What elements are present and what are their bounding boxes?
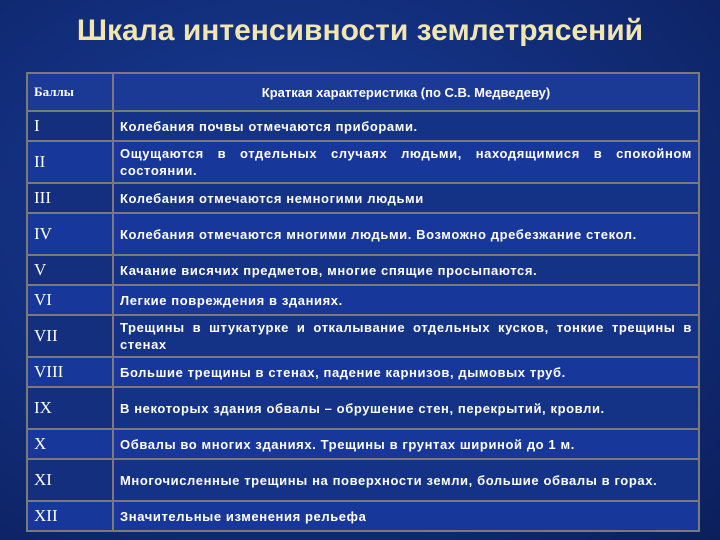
table-row bbox=[27, 315, 699, 357]
header-grade: Баллы bbox=[27, 73, 113, 111]
table-row bbox=[27, 285, 699, 315]
intensity-scale-table bbox=[26, 72, 700, 532]
grade-cell: XI bbox=[27, 459, 113, 501]
grade-cell: VII bbox=[27, 315, 113, 357]
table-row bbox=[27, 213, 699, 255]
description-cell: Многочисленные трещины на поверхности земли, большие обвалы в горах. bbox=[113, 459, 699, 501]
table-row bbox=[27, 501, 699, 531]
grade-cell: X bbox=[27, 429, 113, 459]
description-cell: Легкие повреждения в зданиях. bbox=[113, 285, 699, 315]
grade-cell: III bbox=[27, 183, 113, 213]
description-cell: Качание висячих предметов, многие спящие просыпаются. bbox=[113, 255, 699, 285]
header-description: Краткая характеристика (по С.В. Медведеву) bbox=[113, 73, 699, 111]
description-cell: Большие трещины в стенах, падение карнизов, дымовых труб. bbox=[113, 357, 699, 387]
description-cell: Обвалы во многих зданиях. Трещины в грунтах шириной до 1 м. bbox=[113, 429, 699, 459]
grade-cell: IV bbox=[27, 213, 113, 255]
table-row bbox=[27, 357, 699, 387]
table-row bbox=[27, 387, 699, 429]
grade-cell: XII bbox=[27, 501, 113, 531]
description-cell: Ощущаются в отдельных случаях людьми, находящимися в спокойном состоянии. bbox=[113, 141, 699, 183]
table-row bbox=[27, 255, 699, 285]
table-row bbox=[27, 429, 699, 459]
description-cell: Трещины в штукатурке и откалывание отдельных кусков, тонкие трещины в стенах bbox=[113, 315, 699, 357]
grade-cell: IX bbox=[27, 387, 113, 429]
slide-title: Шкала интенсивности землетрясений bbox=[76, 14, 644, 47]
description-cell: Значительные изменения рельефа bbox=[113, 501, 699, 531]
grade-cell: V bbox=[27, 255, 113, 285]
description-cell: Колебания отмечаются многими людьми. Возможно дребезжание стекол. bbox=[113, 213, 699, 255]
description-cell: В некоторых здания обвалы – обрушение стен, перекрытий, кровли. bbox=[113, 387, 699, 429]
table-row bbox=[27, 141, 699, 183]
table-row bbox=[27, 459, 699, 501]
grade-cell: I bbox=[27, 111, 113, 141]
grade-cell: II bbox=[27, 141, 113, 183]
grade-cell: VI bbox=[27, 285, 113, 315]
grade-cell: VIII bbox=[27, 357, 113, 387]
table-row bbox=[27, 183, 699, 213]
table-row bbox=[27, 111, 699, 141]
description-cell: Колебания почвы отмечаются приборами. bbox=[113, 111, 699, 141]
table-header-row bbox=[27, 73, 699, 111]
description-cell: Колебания отмечаются немногими людьми bbox=[113, 183, 699, 213]
